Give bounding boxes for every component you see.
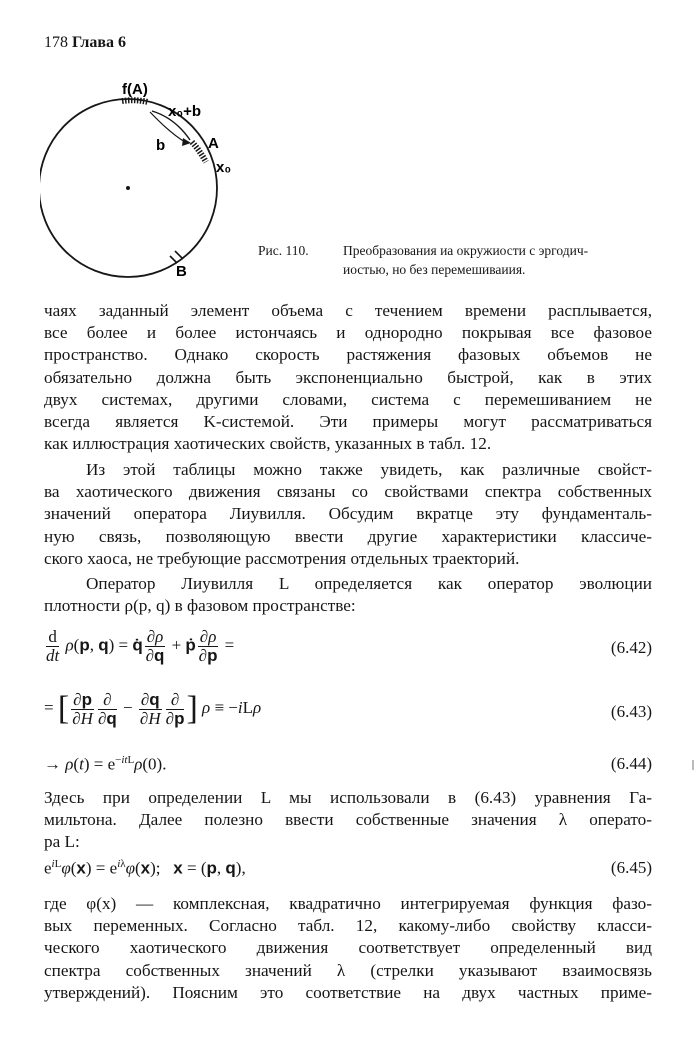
figure-caption bbox=[258, 241, 658, 279]
equation-6-43 bbox=[44, 690, 652, 738]
equation-number: (6.44) bbox=[610, 754, 652, 773]
text-line: ную связь, позволяющую ввести другие характеристики классиче- bbox=[44, 526, 652, 546]
page-number: 178 bbox=[44, 34, 68, 51]
text-line: ческого хаотического движения соответствует определенный вид bbox=[44, 938, 652, 958]
label-x0b: x₀+b bbox=[168, 103, 202, 120]
fA-arc bbox=[122, 100, 148, 102]
text-line: где φ(x) — комплексная, квадратично интегрируемая функция фазо- bbox=[44, 894, 652, 913]
text-line: плотности ρ(p, q) в фазовом пространстве: bbox=[44, 596, 356, 616]
text-line: спектра собственных значений λ (стрелки указывают взаимосвязь bbox=[44, 960, 652, 980]
caption-label: Рис. 110. bbox=[258, 243, 309, 258]
B-mark bbox=[170, 256, 177, 263]
text-line: Оператор Лиувилля L определяется как оператор эволюции bbox=[86, 574, 652, 593]
text-line: ского хаоса, не требующие рассмотрения отдельных траекторий. bbox=[44, 548, 520, 568]
paragraph-3 bbox=[44, 573, 652, 617]
text-line: значений оператора Лиувилля. Обсудим вкратце эту фундаменталь- bbox=[44, 504, 652, 524]
text-line: мильтона. Далее полезно ввести собственные значения λ операто- bbox=[44, 810, 652, 830]
chapter-title: Глава 6 bbox=[72, 34, 126, 51]
circle-map-diagram bbox=[40, 78, 270, 288]
label-fA: f(A) bbox=[122, 81, 148, 98]
equation-body: = [ $\frac{\partial p}{\partial H}$ $\frac{\partial}{\partial q}$ − $\frac{\partial q}{\partial H}$ $\frac{\partial}{\partial p}$ ] ρ ≡ −iLρ bbox=[44, 689, 262, 728]
equation-6-42 bbox=[44, 628, 652, 672]
equation-number: (6.43) bbox=[610, 702, 652, 721]
equation-number: (6.42) bbox=[610, 638, 652, 657]
caption-line1: Преобразования иа окружиости с эргодич- bbox=[343, 243, 589, 258]
text-line: Здесь при определении L мы использовали в (6.43) уравнения Га- bbox=[44, 788, 652, 807]
paragraph-2 bbox=[44, 459, 652, 570]
text-line: ра L: bbox=[44, 832, 80, 852]
label-b: b bbox=[156, 137, 166, 154]
caption-line2: иостью, но без перемешиваиия. bbox=[343, 262, 526, 277]
running-header bbox=[44, 34, 126, 52]
B-mark bbox=[175, 251, 182, 258]
paragraph-5 bbox=[44, 893, 652, 1004]
equation-body: $\frac{d}{dt}$ ρ(p, q) = q̇ $\frac{\partial\rho}{\partial q}$ + ṗ $\frac{\partial\rho}{\partial p}$ = bbox=[46, 627, 235, 665]
text-line: чаях заданный элемент объема с течением времени расплывается, bbox=[44, 301, 652, 320]
margin-mark bbox=[692, 760, 694, 770]
equation-body: $e^{iL}\varphi(x) = e^{i\lambda}\varphi(x)$; x = (p, q), bbox=[44, 858, 246, 878]
text-line: пространство. Однако скорость растяжения фазовых объемов не bbox=[44, 345, 652, 365]
paragraph-1 bbox=[44, 300, 652, 455]
label-A: A bbox=[208, 135, 219, 152]
equation-6-44 bbox=[44, 754, 652, 780]
label-B: B bbox=[176, 263, 187, 280]
text-line: Из этой таблицы можно также увидеть, как различные свойст- bbox=[86, 460, 652, 479]
text-line: обязательно должна быть экспоненциально быстрой, как в этих bbox=[44, 367, 652, 387]
label-x0: x₀ bbox=[216, 159, 232, 176]
text-line: вых переменных. Согласно табл. 12, какому-либо свойству класси- bbox=[44, 916, 652, 936]
figure-110 bbox=[40, 78, 270, 288]
A-arc bbox=[192, 142, 206, 162]
text-line: двух системах, другими словами, система с перемешиванием не bbox=[44, 389, 652, 409]
text-line: утверждений). Поясним это соответствие на двух частных приме- bbox=[44, 982, 652, 1002]
text-line: как иллюстрация хаотических свойств, указанных в табл. 12. bbox=[44, 434, 492, 454]
equation-number: (6.45) bbox=[610, 858, 652, 877]
text-line: ва хаотического движения связаны со свойствами спектра собственных bbox=[44, 482, 652, 502]
text-line: все более и более истончаясь и однородно покрывая все фазовое bbox=[44, 323, 652, 343]
text-line: всегда является K-системой. Эти примеры могут рассматриваться bbox=[44, 412, 652, 432]
paragraph-4 bbox=[44, 787, 652, 854]
equation-body: → $\rho(t) = e^{-itL}\rho(0)$. bbox=[44, 754, 167, 774]
center-dot bbox=[126, 186, 130, 190]
equation-6-45 bbox=[44, 858, 652, 884]
